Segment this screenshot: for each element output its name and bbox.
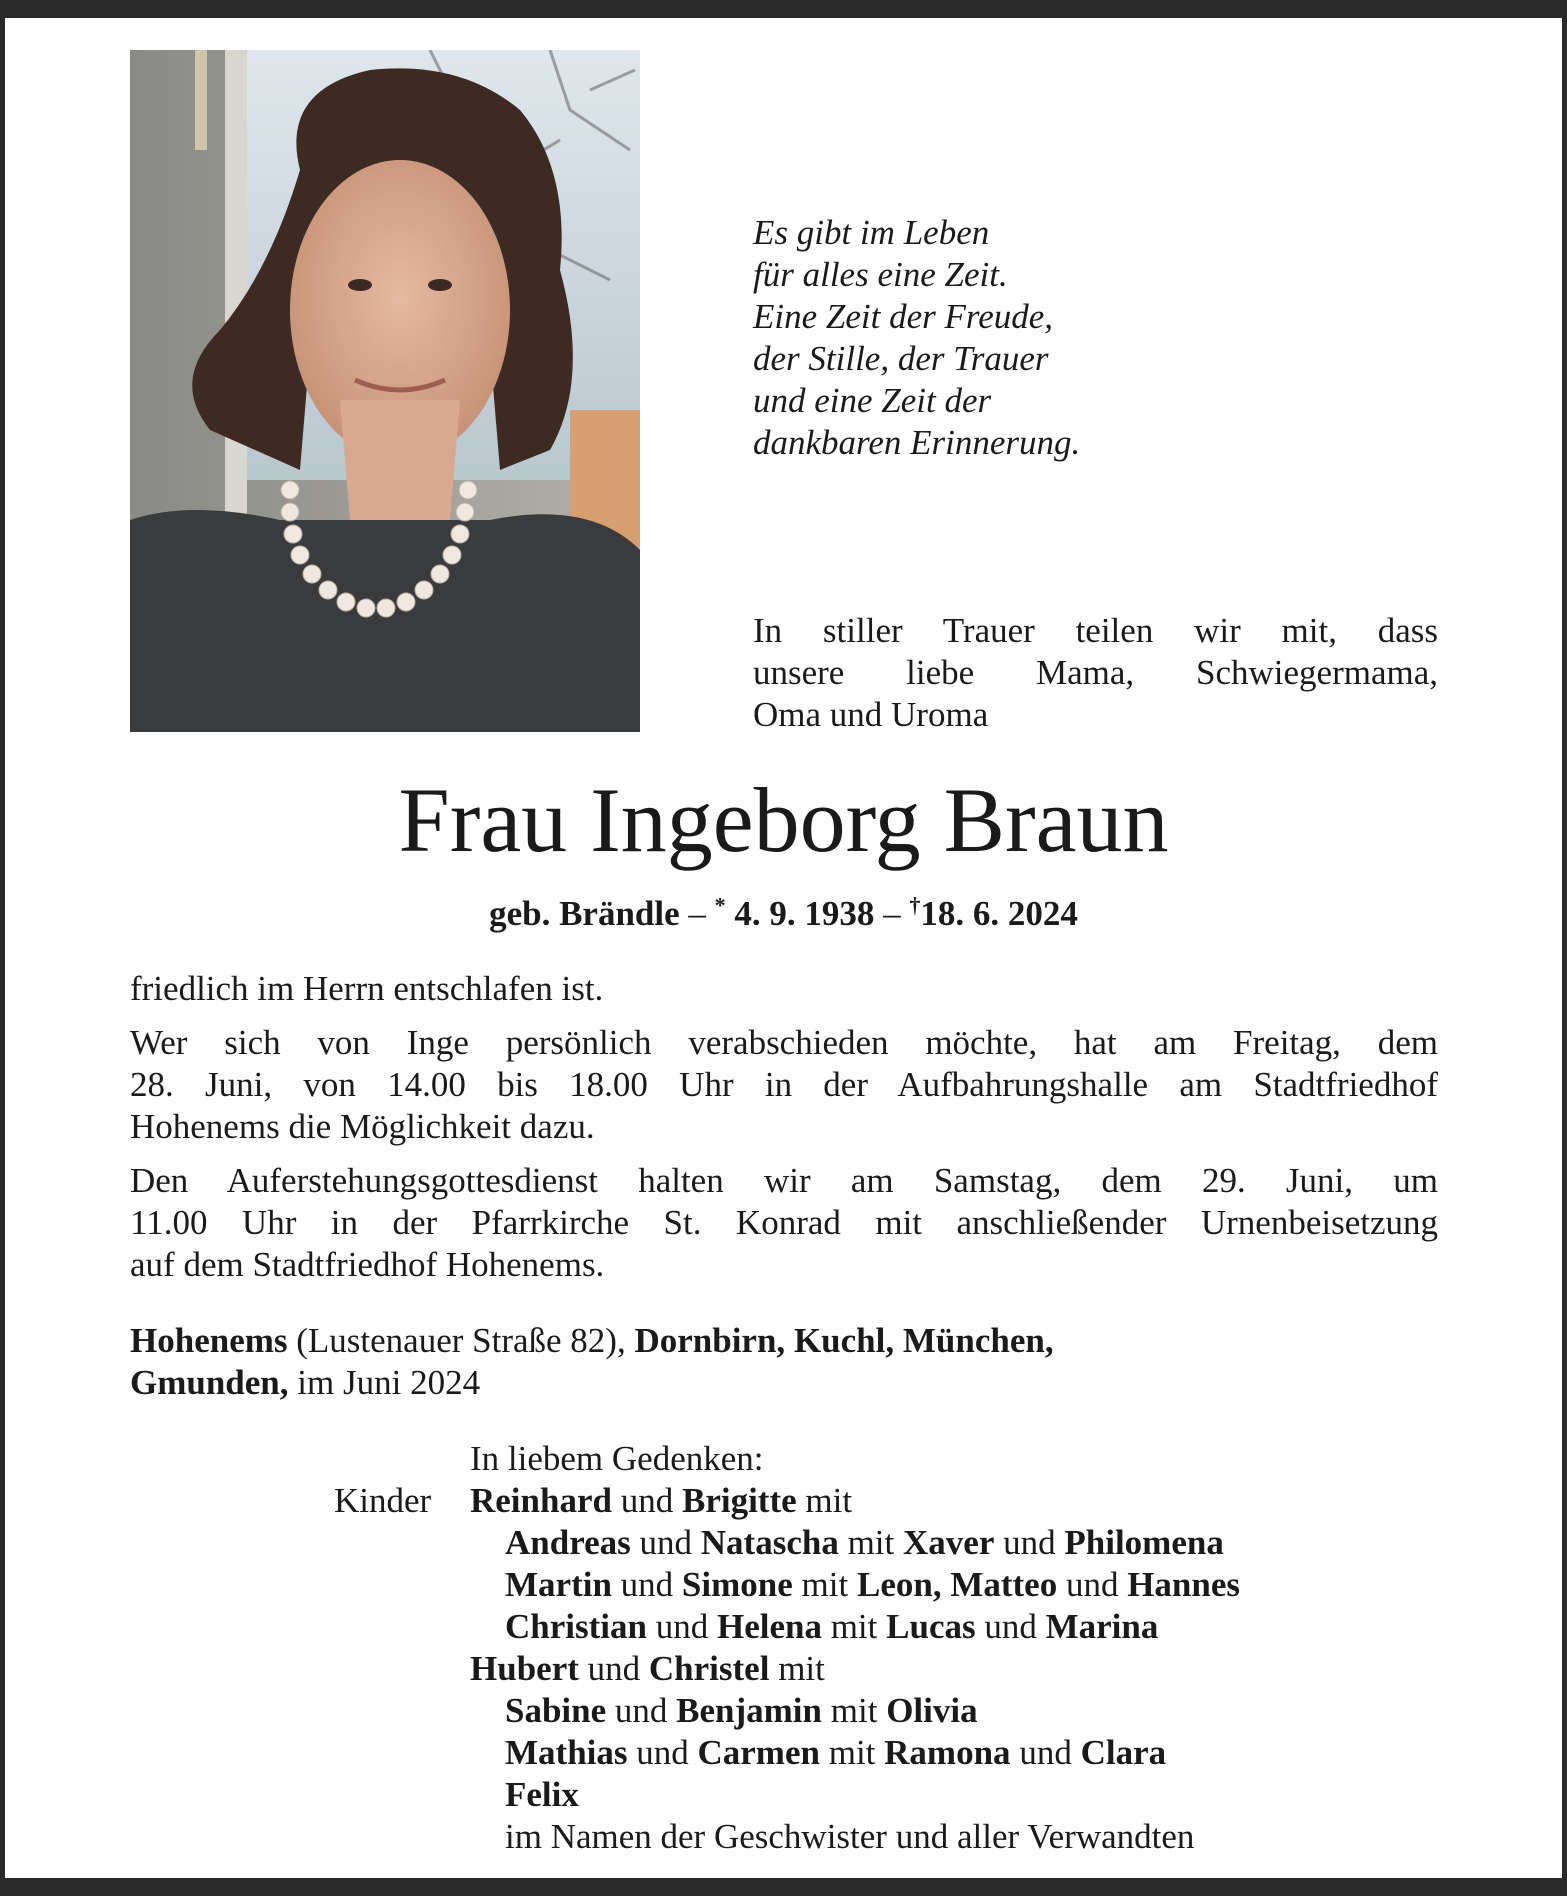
relative-name: Christian: [505, 1607, 647, 1646]
body-line: friedlich im Herrn entschlafen ist.: [130, 969, 604, 1008]
connector-text: und: [1010, 1733, 1081, 1772]
paragraph-service: [130, 1160, 1438, 1286]
connector-text: im Namen der Geschwister und aller Verwandten: [505, 1817, 1195, 1856]
relative-name: Lucas: [886, 1607, 976, 1646]
relative-name: Leon, Matteo: [856, 1565, 1058, 1604]
connector-text: mit: [821, 1607, 887, 1646]
memorial-line: [505, 1774, 579, 1816]
relative-name: Xaver: [903, 1523, 995, 1562]
body-line: Den Auferstehungsgottesdienst halten wir am Samstag, dem 29. Juni, um: [130, 1161, 1438, 1200]
body-line: Wer sich von Inge persönlich verabschieden möchte, hat am Freitag, dem: [130, 1023, 1438, 1062]
quote-line: der Stille, der Trauer: [753, 339, 1049, 378]
body-line: Hohenems die Möglichkeit dazu.: [130, 1107, 595, 1146]
intro-line: unsere liebe Mama, Schwiegermama,: [753, 653, 1438, 692]
relative-name: Sabine: [505, 1691, 607, 1730]
birth-symbol: *: [714, 892, 726, 918]
paragraph-passed-away: [130, 968, 1438, 1010]
place-city: Hohenems: [130, 1321, 288, 1360]
place-cities: Dornbirn, Kuchl, München,: [634, 1321, 1054, 1360]
quote-line: Eine Zeit der Freude,: [753, 297, 1054, 336]
connector-text: und: [627, 1733, 698, 1772]
separator: –: [688, 894, 706, 933]
relative-name: Carmen: [697, 1733, 820, 1772]
separator: –: [883, 894, 901, 933]
memorial-line: [505, 1522, 1224, 1564]
relative-name: Clara: [1080, 1733, 1167, 1772]
body-line: auf dem Stadtfriedhof Hohenems.: [130, 1245, 605, 1284]
relative-name: Helena: [716, 1607, 822, 1646]
memorial-heading: In liebem Gedenken:: [470, 1439, 764, 1478]
relative-name: Mathias: [505, 1733, 628, 1772]
portrait-photo: [130, 50, 640, 732]
relative-name: Reinhard: [470, 1481, 612, 1520]
relative-name: Marina: [1045, 1607, 1159, 1646]
connector-text: mit: [769, 1649, 825, 1688]
connector-text: mit: [796, 1481, 853, 1520]
connector-text: mit: [792, 1565, 857, 1604]
memorial-line: [505, 1606, 1158, 1648]
relative-name: Hubert: [470, 1649, 579, 1688]
connector-text: und: [1057, 1565, 1128, 1604]
relative-name: Natascha: [700, 1523, 839, 1562]
quote-line: dankbaren Erinnerung.: [753, 423, 1081, 462]
relative-name: Martin: [505, 1565, 612, 1604]
quote-line: für alles eine Zeit.: [753, 255, 1008, 294]
kinder-label: Kinder: [334, 1481, 432, 1520]
announcement-intro: [753, 610, 1438, 736]
connector-text: und: [606, 1691, 677, 1730]
connector-text: und: [975, 1607, 1046, 1646]
connector-text: mit: [822, 1691, 887, 1730]
intro-line: In stiller Trauer teilen wir mit, dass: [753, 611, 1438, 650]
maiden-name: geb. Brändle: [489, 894, 680, 933]
place-and-date: [130, 1320, 1054, 1404]
relative-name: Simone: [681, 1565, 793, 1604]
memorial-line: [470, 1648, 825, 1690]
place-address: (Lustenauer Straße 82),: [296, 1321, 626, 1360]
memorial-line: [505, 1732, 1166, 1774]
relative-name: Benjamin: [676, 1691, 823, 1730]
memorial-line: [470, 1480, 852, 1522]
quote-line: Es gibt im Leben: [753, 213, 990, 252]
poem-quote: [753, 212, 1080, 464]
relative-name: Felix: [505, 1775, 579, 1814]
birth-date: 4. 9. 1938: [734, 894, 875, 933]
place-city: Gmunden,: [130, 1363, 289, 1402]
relative-name: Brigitte: [681, 1481, 797, 1520]
connector-text: mit: [838, 1523, 904, 1562]
memorial-line: [505, 1564, 1240, 1606]
deceased-name: Frau Ingeborg Braun: [398, 769, 1169, 871]
body-line: 28. Juni, von 14.00 bis 18.00 Uhr in der Aufbahrungshalle am Stadtfriedhof: [130, 1065, 1438, 1104]
relative-name: Hannes: [1127, 1565, 1241, 1604]
connector-text: und: [630, 1523, 701, 1562]
connector-text: und: [611, 1481, 682, 1520]
connector-text: mit: [819, 1733, 885, 1772]
relative-name: Philomena: [1064, 1523, 1224, 1562]
relative-name: Olivia: [886, 1691, 978, 1730]
death-date: 18. 6. 2024: [920, 894, 1078, 933]
memorial-line: [505, 1816, 1194, 1858]
intro-line: Oma und Uroma: [753, 695, 989, 734]
relative-name: Andreas: [505, 1523, 631, 1562]
place-date: im Juni 2024: [297, 1363, 481, 1402]
quote-line: und eine Zeit der: [753, 381, 992, 420]
paragraph-farewell: [130, 1022, 1438, 1148]
connector-text: und: [994, 1523, 1065, 1562]
death-symbol: †: [909, 892, 921, 918]
memorial-line: [505, 1690, 978, 1732]
birth-death-dates: [0, 892, 1567, 936]
relative-name: Christel: [648, 1649, 770, 1688]
connector-text: und: [611, 1565, 682, 1604]
connector-text: und: [646, 1607, 717, 1646]
body-line: 11.00 Uhr in der Pfarrkirche St. Konrad mit anschließender Urnenbeisetzung: [130, 1203, 1438, 1242]
relative-name: Ramona: [884, 1733, 1011, 1772]
connector-text: und: [578, 1649, 649, 1688]
